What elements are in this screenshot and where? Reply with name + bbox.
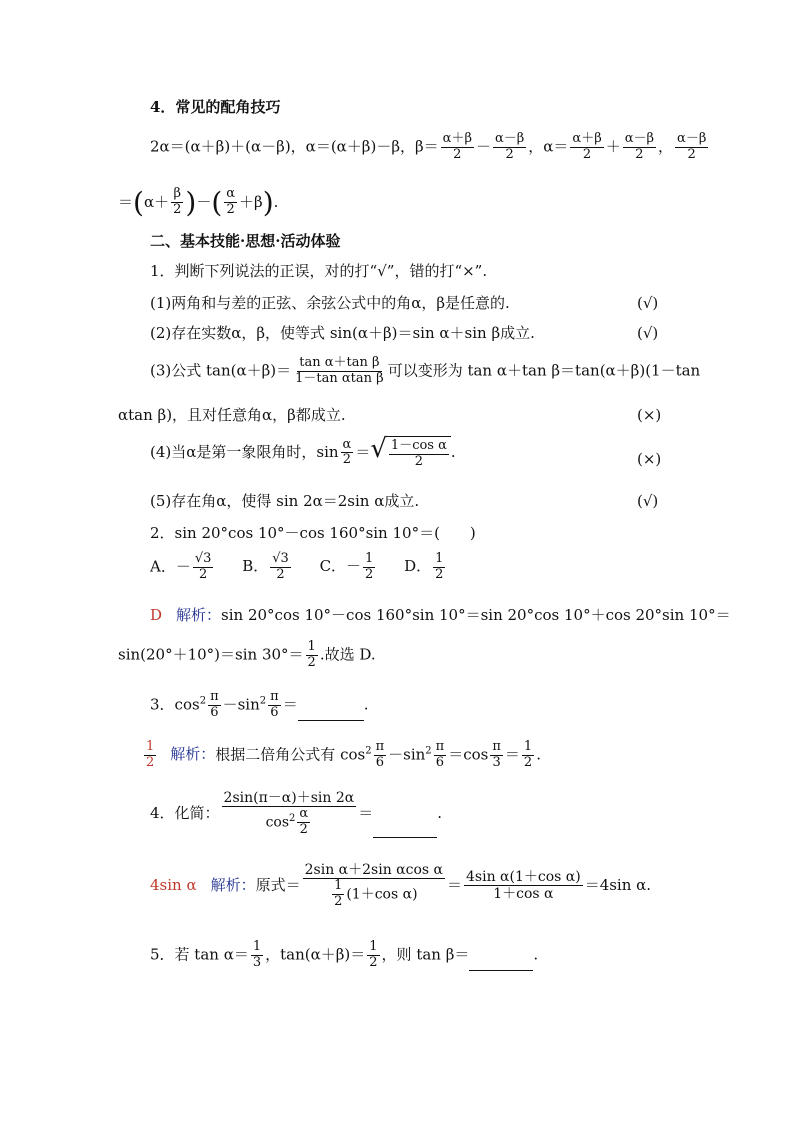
answer: 4sin α (150, 875, 197, 894)
jiexi-label: 解析： (210, 875, 256, 894)
item-3-line-1: (3)公式 tan(α＋β)＝ $\frac{\text{tan α＋tan β}}{\text{1－tan αtan β}}$ 可以变形为 tan α＋tan β＝tan(α＋β)(1－tan (150, 355, 701, 386)
question-2-solution-1: D 解析：sin 20°cos 10°－cos 160°sin 10°＝sin 20°cos 10°＋cos 20°sin 10°＝ (150, 606, 731, 624)
question-3: 3．$\cos^2$ $\frac{\pi}{6}$ $-\sin^2$ $\frac{\pi}{6}$ ＝ . (150, 689, 369, 720)
item-1-mark: (√) (637, 294, 659, 312)
fraction: $\frac{\alpha-\beta}{2}$ (677, 131, 707, 162)
item-3-line-2: αtan β)，且对任意角α，β都成立. (118, 406, 346, 424)
formula-text: ， (658, 137, 674, 156)
jiexi-label: 解析： (170, 745, 216, 764)
answer-blank[interactable] (373, 823, 437, 838)
sqrt-sign: √ $\frac{\text{1－cos α}}{2}$ (370, 436, 451, 470)
answer-blank[interactable] (298, 706, 364, 721)
question-3-solution: $\frac{1}{2}$ 解析：根据二倍角公式有 $\cos^2$ $\frac{\pi}{6}$ $-\sin^2$ $\frac{\pi}{6}$ ＝cos $\frac{\pi}{3}$ ＝ $\frac{1}{2}$ . (146, 739, 541, 770)
fraction: $\frac{\text{4sin α(1＋cos α)}}{\text{1＋cos α}}$ (466, 869, 581, 903)
formula-text: 2α＝(α＋β)＋(α－β)，α＝(α＋β)－β，β＝ (150, 137, 439, 156)
operator: － (475, 137, 491, 156)
item-2-text: (2)存在实数α，β，使等式 sin(α＋β)＝sin α＋sin β成立. (150, 324, 535, 342)
question-2-solution-2: sin(20°＋10°)＝sin 30°＝ $\frac{1}{2}$ .故选 D. (118, 639, 376, 670)
item-4-mark: (×) (637, 450, 662, 468)
fraction: 2sin(π－α)＋sin 2α $\cos^2$ $\frac{\alpha}{2}$ (223, 790, 355, 838)
section-header: 二、基本技能·思想·活动体验 (150, 232, 341, 250)
question-4: 4．化简： 2sin(π－α)＋sin 2α $\cos^2$ $\frac{\alpha}{2}$ ＝ . (150, 790, 442, 838)
fraction: $\frac{\alpha+\beta}{2}$ (572, 131, 602, 162)
formula-text: ，α＝ (528, 137, 569, 156)
section-title: 4．常见的配角技巧 (150, 98, 281, 116)
item-5-text: (5)存在角α，使得 sin 2α＝2sin α成立. (150, 492, 420, 510)
formula-text: ＝ (118, 192, 134, 211)
fraction: $\frac{\alpha}{2}$ (226, 186, 236, 218)
fraction: $\frac{\beta}{2}$ (173, 186, 182, 218)
answer: $\frac{1}{2}$ (146, 739, 155, 770)
question-5: 5．若 tan α＝ $\frac{1}{3}$ ，tan(α＋β)＝ $\frac{1}{2}$ ，则 tan β＝ . (150, 939, 539, 970)
question-2-stem: 2．sin 20°cos 10°－cos 160°sin 10°＝( ) (150, 524, 476, 542)
fraction: $\frac{\alpha+\beta}{2}$ (442, 131, 472, 162)
fraction: $\frac{\alpha-\beta}{2}$ (494, 131, 525, 162)
formula-line-2: ＝(α＋ $\frac{\beta}{2}$ )－( $\frac{\alpha}{2}$ ＋β). (118, 186, 279, 219)
answer-blank[interactable] (469, 956, 533, 971)
question-4-solution: 4sin α 解析：原式＝ 2sin α＋2sin αcos α $\frac{1}{2}$ (1＋cos α) ＝ $\frac{\text{4sin α(1＋cos α)}}{\text{1＋cos α}}$ ＝4sin α. (150, 862, 652, 910)
question-1: 1．判断下列说法的正误，对的打“√”，错的打“×”. (150, 262, 488, 280)
item-2-mark: (√) (637, 324, 659, 342)
item-4-text: (4)当α是第一象限角时，sin $\frac{\alpha}{2}$ ＝ √ $\frac{\text{1－cos α}}{2}$ . (150, 434, 456, 469)
item-5-mark: (√) (637, 492, 659, 510)
item-3-mark: (×) (637, 406, 662, 424)
answer: D (150, 606, 163, 624)
fraction: $\frac{\text{tan α＋tan β}}{\text{1－tan αtan β}}$ (295, 355, 384, 386)
fraction: $\frac{\text{1－cos α}}{2}$ (390, 438, 447, 469)
jiexi-label: 解析： (176, 606, 222, 624)
operator: ＋ (605, 137, 621, 156)
question-2-options: A．－ $\frac{√3}{2}$ B． $\frac{√3}{2}$ C．－ $\frac{1}{2}$ D． $\frac{1}{2}$ (150, 551, 444, 582)
formula-line-1 (150, 132, 710, 163)
fraction: $\frac{\alpha}{2}$ (342, 436, 352, 468)
item-1-text: (1)两角和与差的正弦、余弦公式中的角α，β是任意的. (150, 294, 510, 312)
fraction: 2sin α＋2sin αcos α $\frac{1}{2}$ (1＋cos α) (304, 862, 443, 910)
fraction: $\frac{\alpha-\beta}{2}$ (624, 131, 655, 162)
